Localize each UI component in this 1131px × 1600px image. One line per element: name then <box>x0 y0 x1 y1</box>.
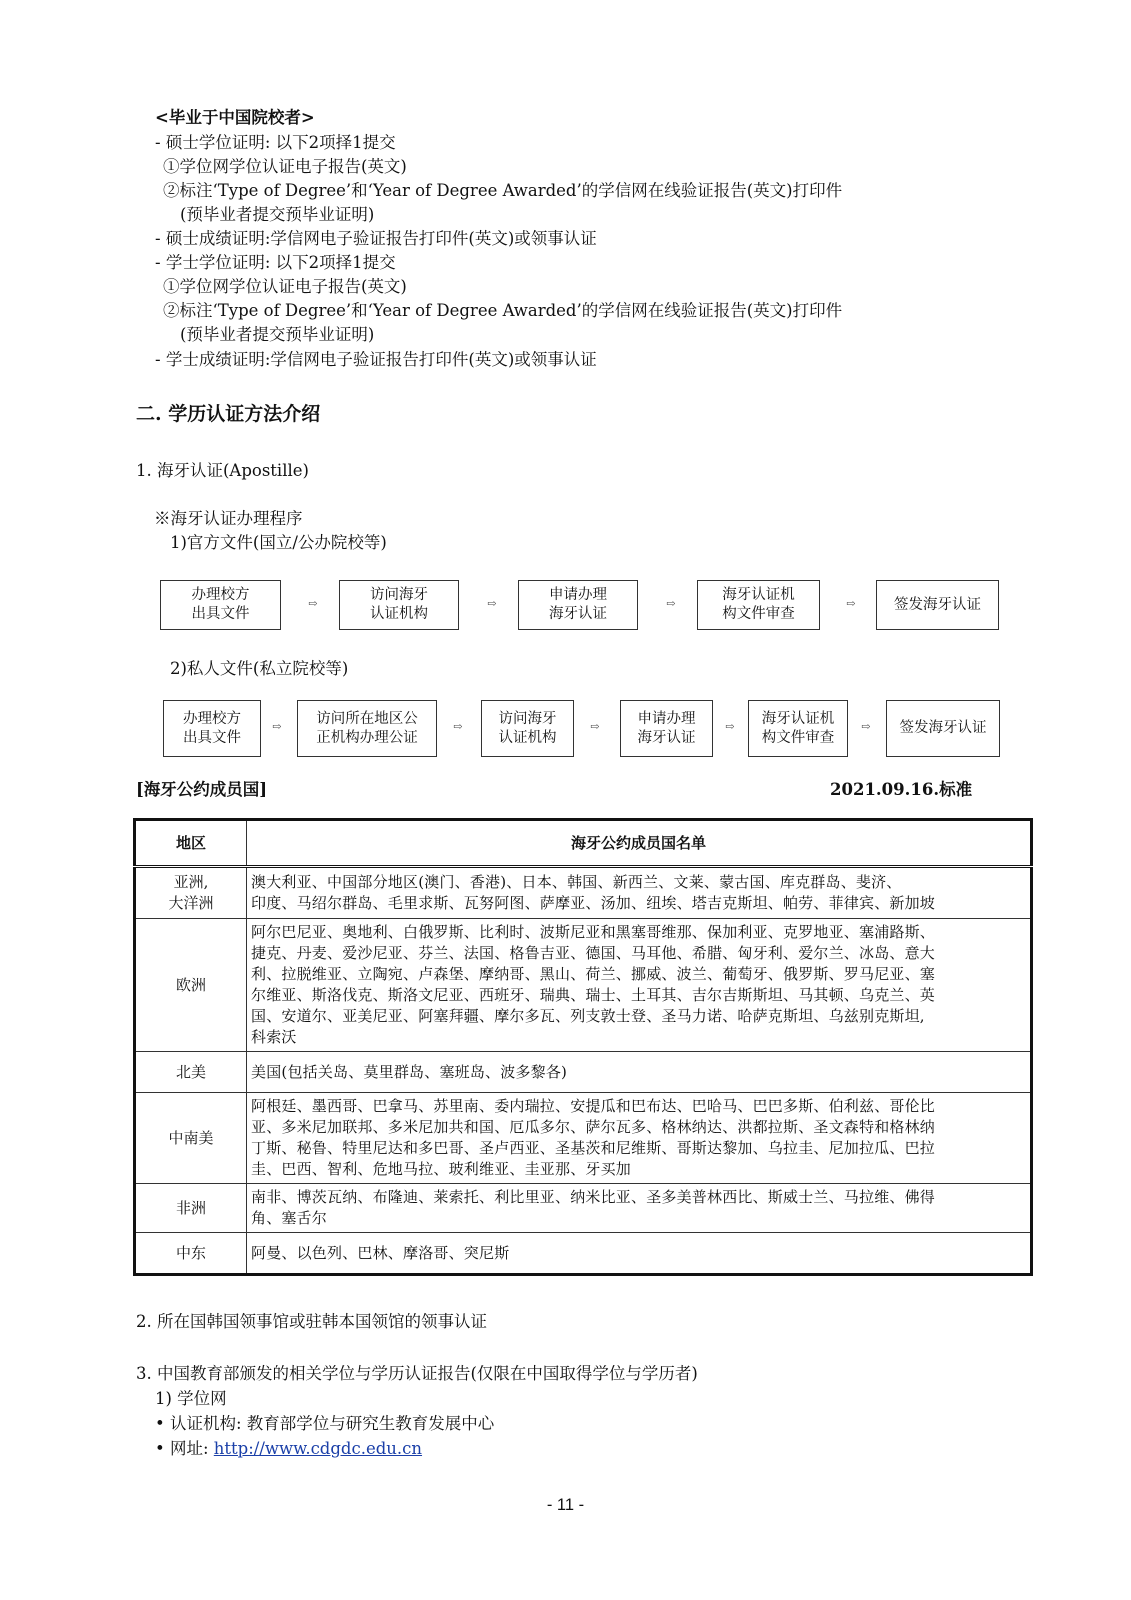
text-line: ①学位网学位认证电子报告(英文) <box>163 157 407 176</box>
text-line: - 硕士学位证明: 以下2项择1提交 <box>155 133 396 152</box>
arrow-right-icon: ⇨ <box>861 720 871 733</box>
flow-step: 访问海牙 认证机构 <box>481 700 574 757</box>
table-row <box>135 919 1032 1052</box>
countries-cell: 南非、博茨瓦纳、布隆迪、莱索托、利比里亚、纳米比亚、圣多美普林西比、斯威士兰、马拉维、佛得 角、塞舌尔 <box>247 1184 1032 1233</box>
text-line: ②标注‘Type of Degree’和‘Year of Degree Awarded’的学信网在线验证报告(英文)打印件 <box>163 301 843 320</box>
text-line: ①学位网学位认证电子报告(英文) <box>163 277 407 296</box>
item-heading: 2. 所在国韩国领事馆或驻韩本国领馆的领事认证 <box>136 1312 487 1331</box>
agency-line: • 认证机构: 教育部学位与研究生教育发展中心 <box>155 1414 495 1433</box>
arrow-right-icon: ⇨ <box>308 597 318 610</box>
countries-cell: 美国(包括关岛、莫里群岛、塞班岛、波多黎各) <box>247 1052 1032 1093</box>
table-row <box>135 1184 1032 1233</box>
members-date: 2021.09.16.标准 <box>830 780 973 799</box>
text-line: - 学士成绩证明:学信网电子验证报告打印件(英文)或领事认证 <box>155 350 597 369</box>
flow-step: 签发海牙认证 <box>876 580 999 630</box>
flow-step: 办理校方 出具文件 <box>160 580 281 630</box>
countries-cell: 阿曼、以色列、巴林、摩洛哥、突尼斯 <box>247 1233 1032 1275</box>
region-cell: 非洲 <box>135 1184 247 1233</box>
procedure-title: ※海牙认证办理程序 <box>154 509 303 528</box>
table-row <box>135 1052 1032 1093</box>
members-title: [海牙公约成员国] <box>136 780 268 799</box>
text-line: - 硕士成绩证明:学信网电子验证报告打印件(英文)或领事认证 <box>155 229 597 248</box>
table-row <box>135 1093 1032 1184</box>
text-line: - 学士学位证明: 以下2项择1提交 <box>155 253 396 272</box>
countries-cell: 阿尔巴尼亚、奥地利、白俄罗斯、比利时、波斯尼亚和黑塞哥维那、保加利亚、克罗地亚、塞浦路斯、 捷克、丹麦、爱沙尼亚、芬兰、法国、格鲁吉亚、德国、马耳他、希腊、匈牙利、爱尔兰、冰岛、意大 利、拉脱维亚、立陶宛、卢森堡、摩纳哥、黑山、荷兰、挪威、波兰、葡萄牙、俄罗斯、罗马尼亚、塞 尔维亚、斯洛伐克、斯洛文尼亚、西班牙、瑞典、瑞士、土耳其、吉尔吉斯斯坦、马其顿、乌克兰、英 国、安道尔、亚美尼亚、阿塞拜疆、摩尔多瓦、列支敦士登、圣马力诺、哈萨克斯坦、乌兹别克斯坦, 科索沃 <box>247 919 1032 1052</box>
text-line: (预毕业者提交预毕业证明) <box>180 325 375 344</box>
flow-step: 访问所在地区公 正机构办理公证 <box>297 700 437 757</box>
website-link[interactable]: http://www.cdgdc.edu.cn <box>213 1439 423 1458</box>
region-cell: 北美 <box>135 1052 247 1093</box>
flow-label: 2)私人文件(私立院校等) <box>170 659 349 678</box>
countries-cell: 澳大利亚、中国部分地区(澳门、香港)、日本、韩国、新西兰、文莱、蒙古国、库克群岛、斐济、 印度、马绍尔群岛、毛里求斯、瓦努阿图、萨摩亚、汤加、纽埃、塔吉克斯坦、帕劳、菲律宾、新加坡 <box>247 867 1032 919</box>
region-cell: 中东 <box>135 1233 247 1275</box>
region-cell: 亚洲, 大洋洲 <box>135 867 247 919</box>
flow-step: 签发海牙认证 <box>886 700 1000 757</box>
flow-step: 申请办理 海牙认证 <box>518 580 638 630</box>
arrow-right-icon: ⇨ <box>272 720 282 733</box>
arrow-right-icon: ⇨ <box>487 597 497 610</box>
flow-step: 海牙认证机 构文件审查 <box>748 700 848 757</box>
arrow-right-icon: ⇨ <box>666 597 676 610</box>
flow-step: 访问海牙 认证机构 <box>339 580 459 630</box>
arrow-right-icon: ⇨ <box>590 720 600 733</box>
section-title: 二. 学历认证方法介绍 <box>136 403 321 425</box>
sub-item: 1) 学位网 <box>155 1389 227 1408</box>
text-line: ②标注‘Type of Degree’和‘Year of Degree Awarded’的学信网在线验证报告(英文)打印件 <box>163 181 843 200</box>
flow-step: 申请办理 海牙认证 <box>620 700 713 757</box>
table-row <box>135 1233 1032 1275</box>
region-cell: 中南美 <box>135 1093 247 1184</box>
url-label: • 网址: <box>155 1439 214 1458</box>
countries-cell: 阿根廷、墨西哥、巴拿马、苏里南、委内瑞拉、安提瓜和巴布达、巴哈马、巴巴多斯、伯利兹、哥伦比 亚、多米尼加联邦、多米尼加共和国、厄瓜多尔、萨尔瓦多、格林纳达、洪都拉斯、圣文森特和格林纳 丁斯、秘鲁、特里尼达和多巴哥、圣卢西亚、圣基茨和尼维斯、哥斯达黎加、乌拉圭、尼加拉瓜、巴拉 圭、巴西、智利、危地马拉、玻利维亚、圭亚那、牙买加 <box>247 1093 1032 1184</box>
item-heading: 3. 中国教育部颁发的相关学位与学历认证报告(仅限在中国取得学位与学历者) <box>136 1364 698 1383</box>
flow-label: 1)官方文件(国立/公办院校等) <box>170 533 387 552</box>
flow-step: 海牙认证机 构文件审查 <box>697 580 820 630</box>
item-heading: 1. 海牙认证(Apostille) <box>136 461 309 480</box>
region-cell: 欧洲 <box>135 919 247 1052</box>
text-line: (预毕业者提交预毕业证明) <box>180 205 375 224</box>
page-number: - 11 - <box>546 1496 585 1514</box>
table-row <box>135 867 1032 919</box>
arrow-right-icon: ⇨ <box>725 720 735 733</box>
url-line <box>155 1438 422 1460</box>
section-heading: <毕业于中国院校者> <box>155 108 315 127</box>
arrow-right-icon: ⇨ <box>846 597 856 610</box>
flow-step: 办理校方 出具文件 <box>163 700 261 757</box>
table-header-row <box>135 820 1032 867</box>
arrow-right-icon: ⇨ <box>453 720 463 733</box>
members-table <box>133 818 1033 1276</box>
column-header-region: 地区 <box>135 820 247 867</box>
column-header-countries: 海牙公约成员国名单 <box>247 820 1032 867</box>
